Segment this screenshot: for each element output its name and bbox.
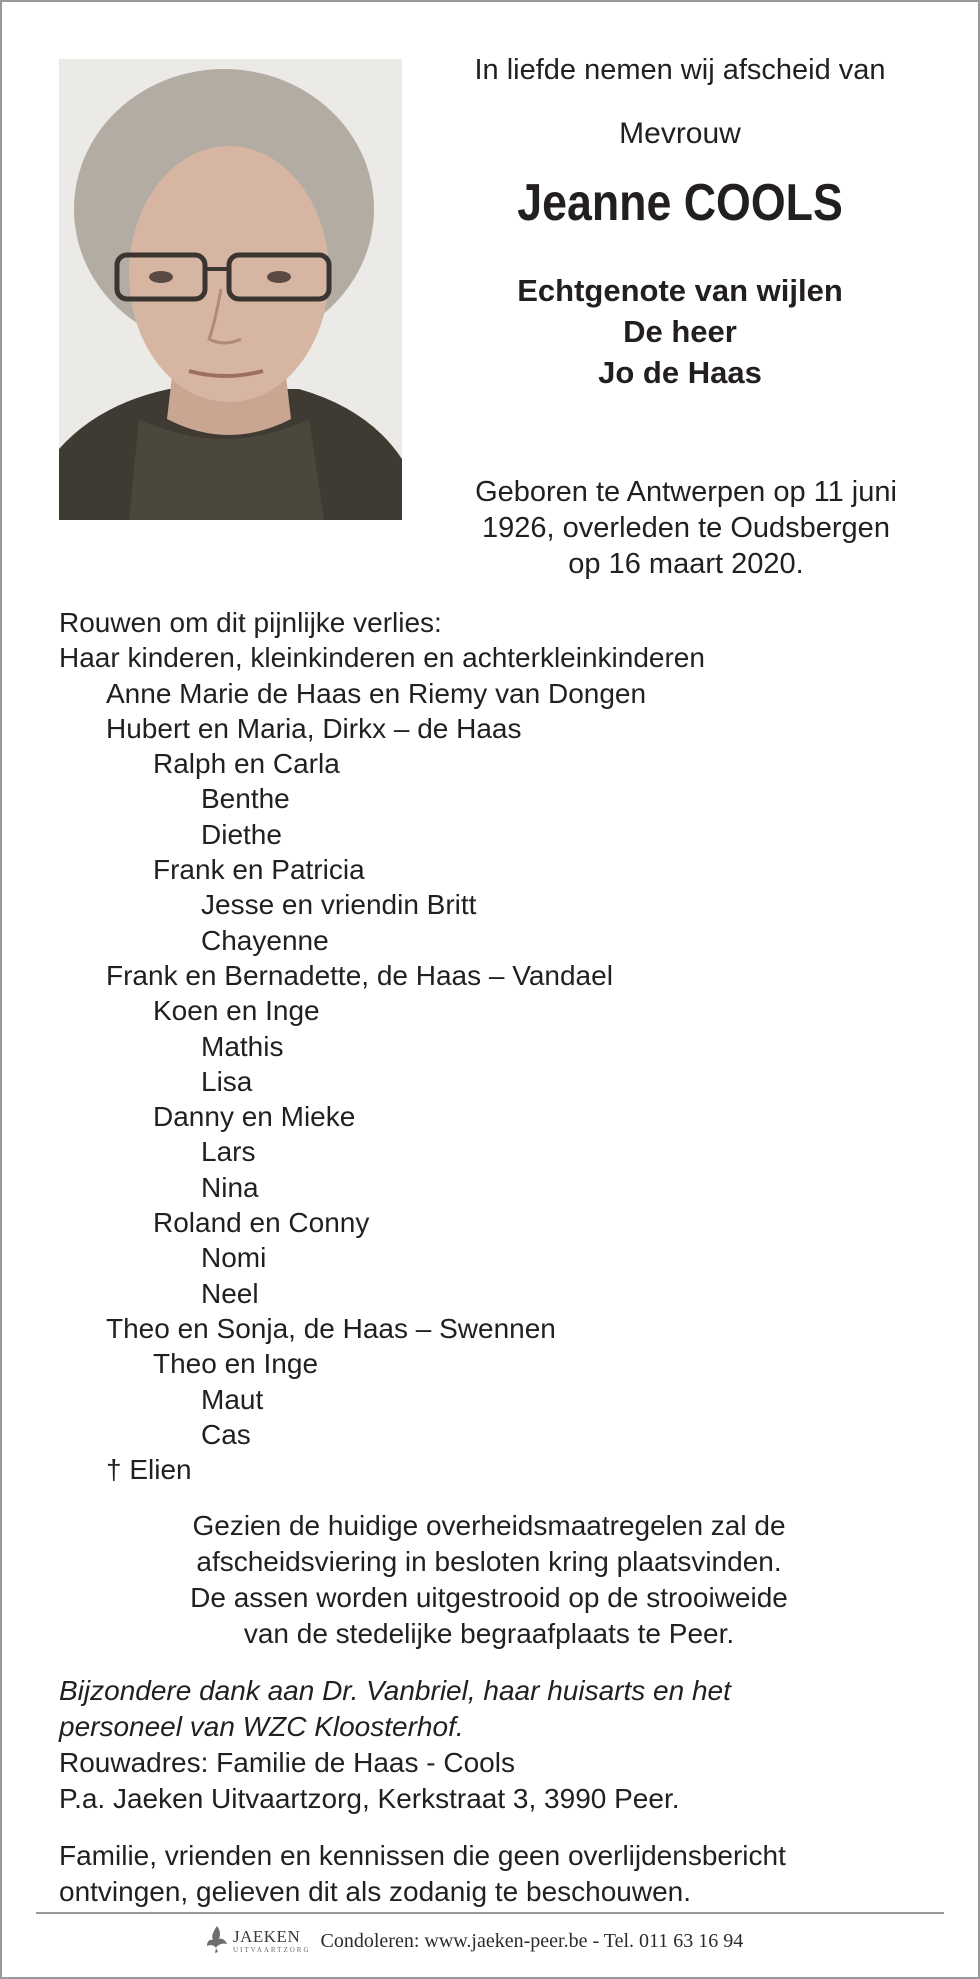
honorific: Mevrouw: [619, 117, 741, 150]
birth-line: 1926, overleden te Oudsbergen: [482, 512, 890, 544]
thanks-and-address: [59, 1673, 959, 1817]
dove-icon: [205, 1924, 229, 1959]
mourner-line: Mathis: [201, 1030, 284, 1062]
address-line: Rouwadres: Familie de Haas - Cools: [59, 1747, 515, 1778]
mourners-list: [59, 605, 959, 1487]
mourner-line: Diethe: [201, 818, 282, 850]
address-line: P.a. Jaeken Uitvaartzorg, Kerkstraat 3, 3990 Peer.: [59, 1783, 680, 1814]
mourner-line: Jesse en vriendin Britt: [201, 889, 477, 921]
closing-line: Familie, vrienden en kennissen die geen overlijdensbericht: [59, 1840, 786, 1871]
mourner-line: † Elien: [106, 1454, 192, 1486]
mourner-line: Benthe: [201, 783, 290, 815]
ceremony-notice: [59, 1508, 919, 1652]
mourner-line: Lars: [201, 1136, 256, 1168]
deceased-name: Jeanne COOLS: [517, 174, 843, 232]
funeral-home-logo: [205, 1924, 311, 1959]
birth-death-info: [426, 474, 946, 582]
footer-bar: [205, 1921, 743, 1961]
birth-line: op 16 maart 2020.: [568, 548, 804, 580]
footer-divider: [36, 1912, 944, 1914]
thanks-line: personeel van WZC Kloosterhof.: [59, 1711, 464, 1742]
logo-subtitle: UITVAARTZORG: [233, 1946, 311, 1954]
mourner-line: Cas: [201, 1418, 251, 1450]
spouse-line: Jo de Haas: [598, 355, 762, 390]
notice-line: Gezien de huidige overheidsmaatregelen zal de: [192, 1510, 786, 1541]
mourner-line: Frank en Patricia: [153, 854, 365, 886]
intro-text: In liefde nemen wij afscheid van: [474, 54, 886, 86]
mourner-line: Frank en Bernadette, de Haas – Vandael: [106, 959, 613, 991]
mourner-line: Theo en Inge: [153, 1348, 319, 1380]
mourner-line: Roland en Conny: [153, 1207, 370, 1239]
mourner-line: Maut: [201, 1383, 264, 1415]
mourner-line: Nomi: [201, 1242, 267, 1274]
header: [402, 50, 958, 393]
condolence-contact: Condoleren: www.jaeken-peer.be - Tel. 011 63 16 94: [320, 1929, 744, 1952]
spouse-line: Echtgenote van wijlen: [517, 273, 843, 308]
mourner-line: Rouwen om dit pijnlijke verlies:: [59, 607, 442, 638]
notice-line: De assen worden uitgestrooid op de strooiweide: [190, 1582, 788, 1613]
mourner-line: Theo en Sonja, de Haas – Swennen: [106, 1312, 556, 1344]
mourner-line: Haar kinderen, kleinkinderen en achterkleinkinderen: [59, 642, 705, 674]
logo-name: JAEKEN: [233, 1927, 301, 1946]
notice-line: afscheidsviering in besloten kring plaatsvinden.: [196, 1546, 782, 1577]
mourner-line: Nina: [201, 1171, 259, 1203]
closing-note: [59, 1838, 959, 1910]
mourner-line: Anne Marie de Haas en Riemy van Dongen: [106, 677, 647, 709]
spouse-block: [402, 270, 958, 393]
mourner-line: Neel: [201, 1277, 259, 1309]
mourner-line: Chayenne: [201, 924, 329, 956]
notice-line: van de stedelijke begraafplaats te Peer.: [243, 1618, 735, 1649]
mourner-line: Koen en Inge: [153, 995, 320, 1027]
thanks-line: Bijzondere dank aan Dr. Vanbriel, haar huisarts en het: [59, 1675, 731, 1706]
mourner-line: Ralph en Carla: [153, 748, 340, 780]
mourner-line: Danny en Mieke: [153, 1101, 356, 1133]
mourner-line: Lisa: [201, 1065, 253, 1097]
birth-line: Geboren te Antwerpen op 11 juni: [475, 476, 897, 508]
closing-line: ontvingen, gelieven dit als zodanig te beschouwen.: [59, 1876, 691, 1907]
spouse-line: De heer: [623, 314, 737, 349]
mourner-line: Hubert en Maria, Dirkx – de Haas: [106, 712, 522, 744]
portrait-photo: [59, 59, 402, 520]
